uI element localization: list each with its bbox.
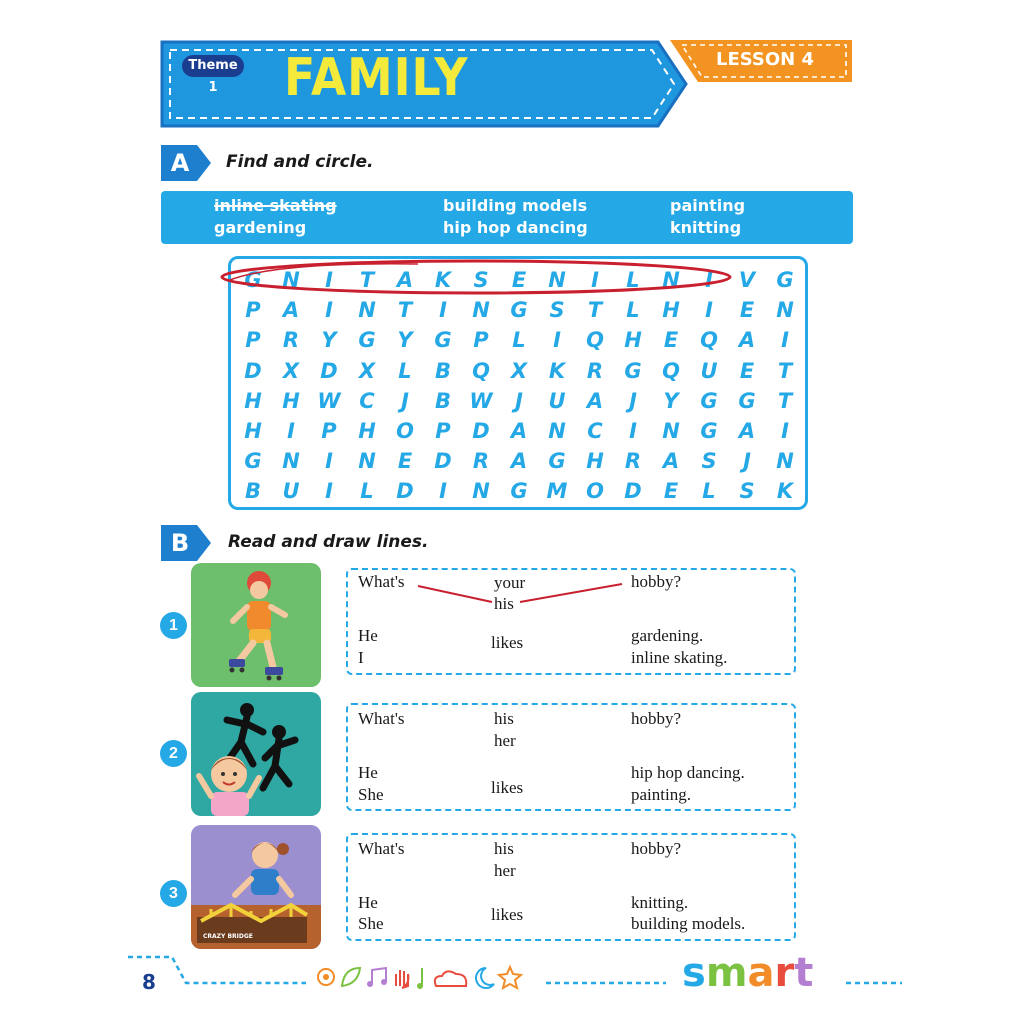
grid-letter[interactable]: N — [662, 419, 680, 443]
grid-letter[interactable]: X — [358, 358, 376, 383]
grid-letter[interactable]: L — [702, 479, 716, 504]
grid-letter[interactable]: A — [586, 388, 604, 413]
word-bank-item: building models — [443, 196, 588, 215]
answer-subject[interactable]: She — [358, 785, 384, 804]
brand-letter: a — [747, 950, 775, 996]
grid-letter[interactable]: H — [282, 388, 300, 413]
grid-letter[interactable]: G — [776, 268, 794, 292]
circled-answer — [218, 254, 738, 300]
grid-letter[interactable]: N — [776, 298, 794, 323]
grid-letter[interactable]: N — [776, 449, 794, 474]
page-title: FAMILY — [284, 48, 469, 108]
lesson-label: LESSON 4 — [715, 49, 815, 70]
grid-letter[interactable]: B — [244, 479, 261, 504]
answer-subject[interactable]: I — [358, 648, 364, 667]
question-end: hobby? — [631, 572, 682, 591]
grid-letter[interactable]: T — [777, 388, 793, 413]
grid-letter[interactable]: P — [435, 419, 451, 443]
grid-letter[interactable]: I — [705, 268, 713, 292]
question-end: hobby? — [631, 709, 682, 728]
grid-letter[interactable]: I — [325, 479, 333, 504]
grid-letter[interactable]: G — [510, 298, 528, 323]
girl-and-dancers-illustration — [191, 692, 321, 816]
grid-letter[interactable]: O — [586, 479, 604, 504]
grid-letter[interactable]: D — [396, 479, 414, 504]
grid-letter[interactable]: W — [469, 388, 493, 413]
grid-letter[interactable]: N — [472, 479, 490, 504]
grid-letter[interactable]: E — [511, 268, 527, 292]
grid-letter[interactable]: I — [591, 268, 599, 292]
grid-letter[interactable]: G — [738, 388, 756, 413]
grid-letter[interactable]: I — [439, 479, 447, 504]
word-bank-item: inline skating — [214, 196, 337, 215]
grid-letter[interactable]: R — [624, 449, 642, 474]
grid-letter[interactable]: D — [244, 358, 262, 383]
grid-letter[interactable]: U — [548, 388, 566, 413]
section-a-instruction: Find and circle. — [226, 152, 374, 172]
grid-letter[interactable]: J — [743, 449, 751, 474]
grid-letter[interactable]: I — [287, 419, 295, 443]
item-number: 2 — [160, 740, 187, 767]
grid-letter[interactable]: S — [701, 449, 717, 474]
question-option[interactable]: her — [494, 731, 516, 750]
grid-letter[interactable]: Q — [586, 328, 604, 353]
grid-letter[interactable]: P — [245, 328, 261, 353]
word-bank-item: knitting — [670, 218, 742, 237]
grid-letter[interactable]: G — [700, 388, 718, 413]
question-option[interactable]: his — [494, 839, 514, 858]
grid-letter[interactable]: A — [738, 328, 756, 353]
grid-letter[interactable]: C — [587, 419, 603, 443]
photo-caption: CRAZY BRIDGE — [203, 933, 253, 940]
grid-letter[interactable]: N — [662, 268, 680, 292]
answer-object[interactable]: inline skating. — [631, 648, 728, 667]
grid-letter[interactable]: H — [244, 388, 262, 413]
question-option[interactable]: her — [494, 861, 516, 880]
flower-icon — [318, 969, 334, 985]
grid-letter[interactable]: A — [510, 449, 528, 474]
brand-letter: r — [774, 950, 795, 996]
grid-letter[interactable]: P — [321, 419, 337, 443]
moon-icon — [476, 968, 494, 988]
grid-letter[interactable]: I — [781, 328, 789, 353]
grid-letter[interactable]: G — [434, 328, 452, 353]
grid-letter[interactable]: E — [663, 479, 679, 504]
question-option[interactable]: his — [494, 709, 514, 728]
drawn-lines — [414, 576, 626, 610]
grid-letter[interactable]: Q — [700, 328, 718, 353]
grid-letter[interactable]: A — [662, 449, 680, 474]
grid-letter[interactable]: G — [244, 268, 262, 292]
boy-skating-illustration — [191, 563, 321, 687]
grid-letter[interactable]: D — [434, 449, 452, 474]
theme-badge: Theme 1 — [182, 55, 244, 77]
grid-letter[interactable]: L — [360, 479, 374, 504]
word-bank-item: hip hop dancing — [443, 218, 588, 237]
page-number: 8 — [142, 970, 156, 994]
grid-letter[interactable]: Y — [321, 328, 337, 353]
section-b-instruction: Read and draw lines. — [228, 532, 429, 552]
grid-letter[interactable]: J — [401, 388, 409, 413]
grid-letter[interactable]: Q — [662, 358, 680, 383]
grid-letter[interactable]: L — [626, 268, 640, 292]
grid-letter[interactable]: M — [546, 479, 568, 504]
photo-building-models — [191, 825, 321, 949]
grid-letter[interactable]: I — [553, 328, 561, 353]
leaf-icon — [342, 968, 360, 986]
grid-letter[interactable]: L — [398, 358, 412, 383]
answer-subject[interactable]: He — [358, 893, 378, 912]
grid-letter[interactable]: C — [359, 388, 375, 413]
music-note-icon — [367, 968, 387, 987]
sentence-box[interactable] — [346, 703, 796, 811]
grid-letter[interactable]: N — [472, 298, 490, 323]
grid-letter[interactable]: J — [629, 388, 637, 413]
word-bank-item: gardening — [214, 218, 307, 237]
grid-letter[interactable]: E — [663, 328, 679, 353]
photo-inline-skating — [191, 563, 321, 687]
grid-letter[interactable]: T — [587, 298, 603, 323]
question-start: What's — [358, 839, 405, 858]
question-option[interactable]: his — [494, 594, 514, 613]
grid-letter[interactable]: I — [325, 268, 333, 292]
grid-letter[interactable]: E — [739, 298, 755, 323]
grid-letter[interactable]: N — [358, 449, 376, 474]
item-number: 3 — [160, 880, 187, 907]
grid-letter[interactable]: N — [282, 268, 300, 292]
answer-object[interactable]: gardening. — [631, 626, 704, 645]
question-end: hobby? — [631, 839, 682, 858]
grid-letter[interactable]: S — [739, 479, 755, 504]
question-start: What's — [358, 709, 405, 728]
brand-letter: m — [705, 950, 748, 996]
answer-verb: likes — [491, 905, 524, 924]
question-option[interactable]: your — [494, 573, 526, 592]
grid-letter[interactable]: H — [586, 449, 604, 474]
grid-letter[interactable]: N — [548, 268, 566, 292]
grid-letter[interactable]: I — [325, 449, 333, 474]
grid-letter[interactable]: H — [624, 328, 642, 353]
grid-letter[interactable]: I — [439, 298, 447, 323]
grid-letter[interactable]: H — [662, 298, 680, 323]
question-start: What's — [358, 572, 405, 591]
grid-letter[interactable]: K — [434, 268, 452, 292]
answer-subject[interactable]: He — [358, 626, 378, 645]
grid-letter[interactable]: T — [359, 268, 375, 292]
grid-letter[interactable]: I — [705, 298, 713, 323]
section-b-letter: B — [170, 529, 190, 557]
grid-letter[interactable]: E — [397, 449, 413, 474]
grid-letter[interactable]: A — [396, 268, 414, 292]
grid-letter[interactable]: R — [282, 328, 300, 353]
grid-letter[interactable]: G — [358, 328, 376, 353]
grid-letter[interactable]: R — [586, 358, 604, 383]
section-a-letter: A — [170, 149, 190, 177]
answer-verb: likes — [491, 778, 524, 797]
grid-letter[interactable]: X — [510, 358, 528, 383]
grid-letter[interactable]: L — [626, 298, 640, 323]
grid-letter[interactable]: S — [549, 298, 565, 323]
grid-letter[interactable]: H — [244, 419, 262, 443]
grid-letter[interactable]: Y — [397, 328, 413, 353]
answer-verb: likes — [491, 633, 524, 652]
item-number: 1 — [160, 612, 187, 639]
answer-object[interactable]: hip hop dancing. — [631, 763, 745, 782]
brand-letter: t — [794, 950, 814, 996]
grid-letter[interactable]: T — [397, 298, 413, 323]
grid-letter[interactable]: D — [624, 479, 642, 504]
decorative-icons-row — [314, 962, 524, 992]
grid-letter[interactable]: G — [624, 358, 642, 383]
grid-letter[interactable]: G — [700, 419, 718, 443]
grid-letter[interactable]: T — [777, 358, 793, 383]
grid-letter[interactable]: O — [396, 419, 414, 443]
grid-letter[interactable]: L — [512, 328, 526, 353]
grid-letter[interactable]: Y — [663, 388, 679, 413]
grid-letter[interactable]: A — [282, 298, 300, 323]
grid-letter[interactable]: E — [739, 358, 755, 383]
grid-letter[interactable]: G — [510, 479, 528, 504]
note-icon — [417, 968, 423, 989]
grid-letter[interactable]: U — [282, 479, 300, 504]
grid-letter[interactable]: I — [629, 419, 637, 443]
grid-letter[interactable]: N — [358, 298, 376, 323]
grid-letter[interactable]: I — [781, 419, 789, 443]
star-icon — [499, 967, 521, 988]
grid-letter[interactable]: N — [282, 449, 300, 474]
grid-letter[interactable]: I — [325, 298, 333, 323]
grid-letter[interactable]: U — [700, 358, 718, 383]
grid-letter[interactable]: K — [548, 358, 566, 383]
grid-letter[interactable]: B — [434, 358, 451, 383]
grid-letter[interactable]: R — [472, 449, 490, 474]
grid-letter[interactable]: B — [434, 388, 451, 413]
grid-letter[interactable]: J — [515, 388, 523, 413]
photo-hip-hop-dancing — [191, 692, 321, 816]
answer-object[interactable]: painting. — [631, 785, 691, 804]
grid-letter[interactable]: N — [548, 419, 566, 443]
grid-letter[interactable]: A — [510, 419, 528, 443]
grid-letter[interactable]: A — [738, 419, 756, 443]
brand-logo — [682, 950, 813, 996]
girl-building-bridge-illustration — [191, 825, 321, 949]
grid-letter[interactable]: X — [282, 358, 300, 383]
grid-letter[interactable]: P — [245, 298, 261, 323]
grid-letter[interactable]: S — [473, 268, 489, 292]
grid-letter[interactable]: D — [320, 358, 338, 383]
word-bank — [161, 191, 853, 244]
hand-icon — [396, 970, 408, 988]
brand-letter: s — [682, 950, 706, 996]
answer-object[interactable]: building models. — [631, 914, 746, 933]
grid-letter[interactable]: H — [358, 419, 376, 443]
grid-letter[interactable]: G — [548, 449, 566, 474]
grid-letter[interactable]: V — [738, 268, 756, 292]
answer-object[interactable]: knitting. — [631, 893, 689, 912]
cloud-icon — [435, 971, 466, 986]
grid-letter[interactable]: W — [317, 388, 341, 413]
grid-letter[interactable]: K — [776, 479, 794, 504]
grid-letter[interactable]: P — [473, 328, 489, 353]
grid-letter[interactable]: G — [244, 449, 262, 474]
grid-letter[interactable]: Q — [472, 358, 490, 383]
grid-letter[interactable]: D — [472, 419, 490, 443]
word-bank-item: painting — [670, 196, 746, 215]
answer-subject[interactable]: She — [358, 914, 384, 933]
answer-subject[interactable]: He — [358, 763, 378, 782]
